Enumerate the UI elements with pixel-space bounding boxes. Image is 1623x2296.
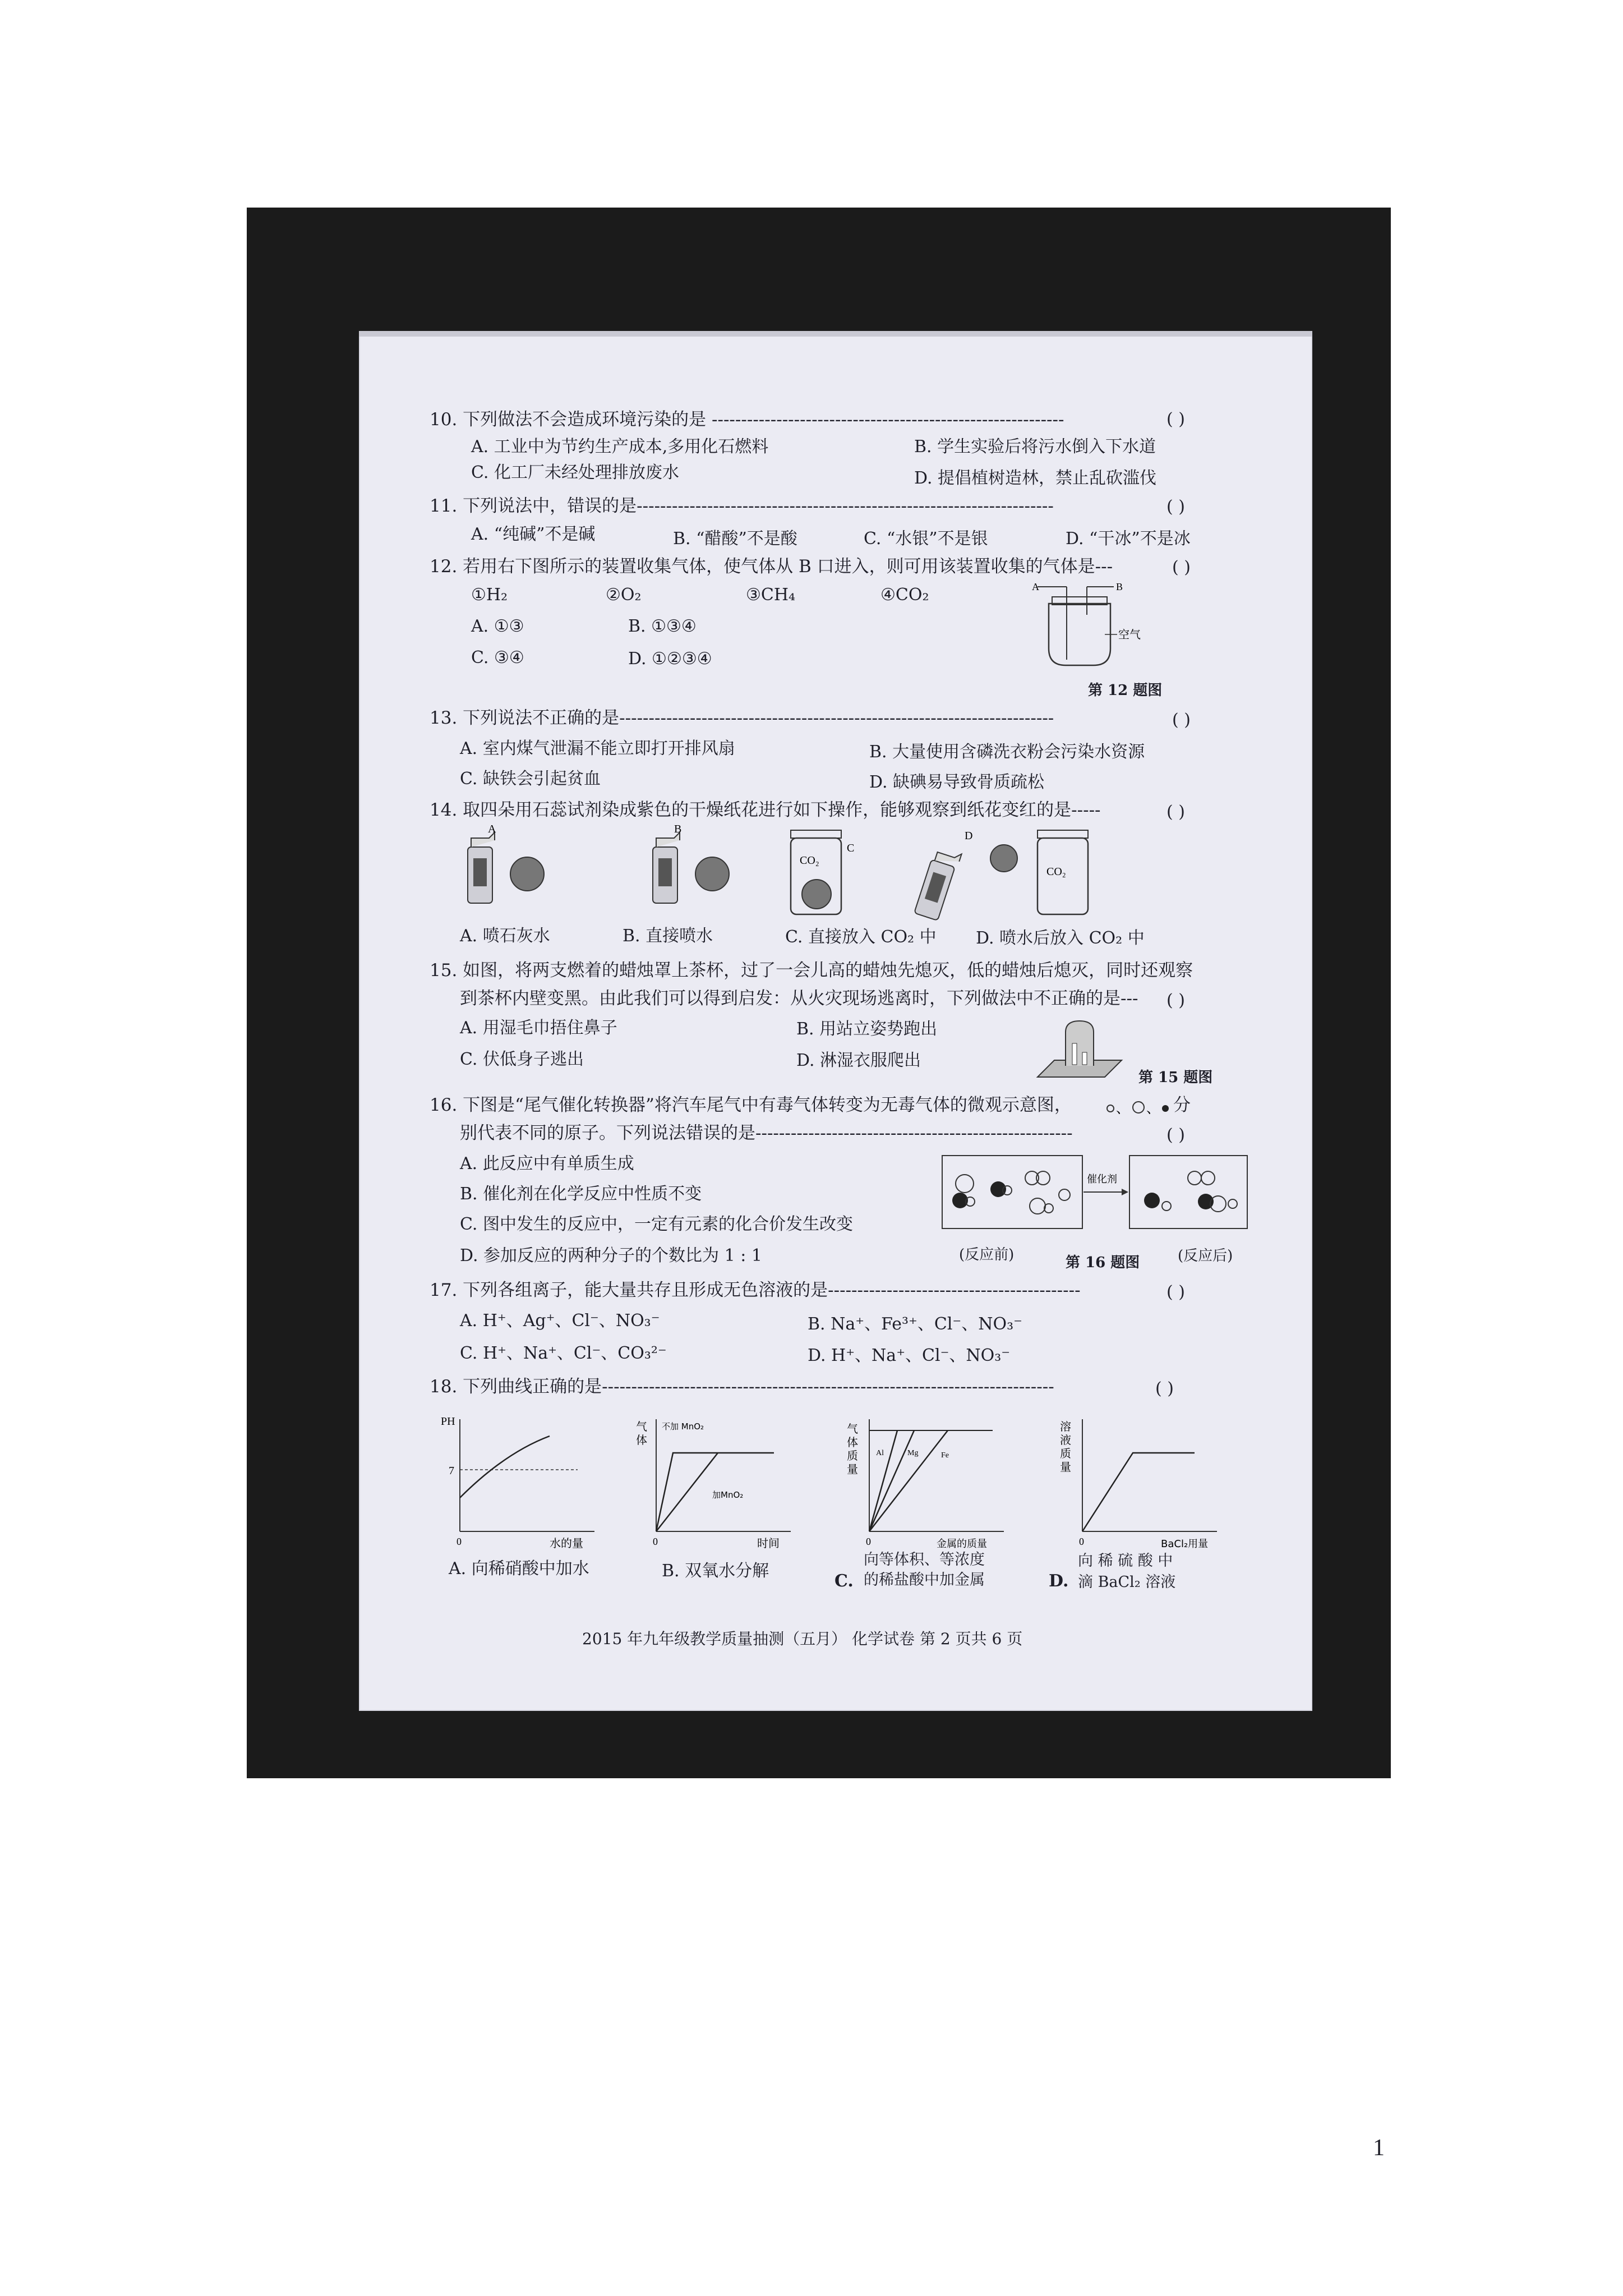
q10-option-a: A. 工业中为节约生产成本,多用化石燃料	[471, 437, 769, 457]
graph-b-origin: 0	[653, 1536, 658, 1547]
q11-bracket: ( )	[1166, 497, 1185, 517]
q16-stem-tail: 分	[1173, 1095, 1191, 1115]
graph-c-label-fe: Fe	[941, 1451, 949, 1460]
graph-c-origin: 0	[866, 1536, 871, 1547]
graph-b-y-label-1: 气	[636, 1420, 647, 1433]
q11-option-c: C. “水银”不是银	[864, 529, 988, 549]
q15-option-c: C. 伏低身子逃出	[460, 1050, 584, 1069]
svg-text:、: 、	[1116, 1101, 1129, 1116]
graph-a-origin: 0	[457, 1536, 462, 1547]
graph-a-ph-vs-water	[437, 1408, 606, 1554]
paper-flower-icon	[510, 857, 544, 891]
q14-label-a: A	[488, 823, 496, 835]
q18-bracket: ( )	[1155, 1379, 1174, 1398]
q11-option-d: D. “干冰”不是冰	[1066, 529, 1191, 549]
q11-option-a: A. “纯碱”不是碱	[471, 524, 596, 544]
q17-stem: 17. 下列各组离子，能大量共存且形成无色溶液的是-------------------------------------------	[430, 1280, 1081, 1300]
page-number: 1	[1373, 2135, 1385, 2161]
q14-label-d: D	[965, 830, 973, 842]
q14-co2-label: CO₂	[800, 854, 819, 867]
q12-gas-2: ②O₂	[606, 585, 642, 605]
q18-option-a: A. 向稀硝酸中加水	[449, 1559, 589, 1579]
q16-caption: 第 16 题图	[1066, 1254, 1140, 1271]
q18-option-c-line-1: 向等体积、等浓度	[864, 1551, 985, 1568]
graph-d-y-label-1: 溶	[1060, 1420, 1071, 1433]
q16-after-label: (反应后)	[1178, 1248, 1233, 1264]
graph-d-origin: 0	[1079, 1536, 1084, 1547]
q11-stem: 11. 下列说法中，错误的是-----------------------------------------------------------------------	[430, 496, 1054, 516]
q12-air-label: 空气	[1118, 628, 1141, 641]
q10-stem: 10. 下列做法不会造成环境污染的是 ------------------------------------------------------------	[430, 409, 1064, 430]
q18-option-d-line-1: 向 稀 硫 酸 中	[1078, 1552, 1173, 1570]
q16-stem-line-2: 别代表不同的原子。下列说法错误的是------------------------------------------------------	[460, 1123, 1073, 1143]
q12-bracket: ( )	[1172, 558, 1191, 577]
paper-flower-icon	[695, 857, 729, 891]
q14-co2-label-d: CO₂	[1046, 866, 1066, 878]
q15-bracket: ( )	[1166, 991, 1185, 1010]
q12-option-a: A. ①③	[471, 616, 524, 636]
graph-c-y-label-1: 气	[847, 1422, 858, 1435]
q17-bracket: ( )	[1166, 1282, 1185, 1302]
q18-stem: 18. 下列曲线正确的是-----------------------------------------------------------------------------	[430, 1377, 1054, 1397]
q16-stem-line-1: 16. 下图是“尾气催化转换器”将汽车尾气中有毒气体转变为无毒气体的微观示意图，	[430, 1095, 1072, 1115]
q18-option-b: B. 双氧水分解	[662, 1561, 769, 1581]
q10-option-b: B. 学生实验后将污水倒入下水道	[914, 437, 1156, 457]
q14-experiment-figures	[460, 825, 1200, 920]
graph-c-x-label: 金属的质量	[937, 1538, 987, 1550]
svg-text:、: 、	[1146, 1101, 1160, 1116]
q12-gas-3: ③CH₄	[746, 585, 796, 605]
catalyst-label: 催化剂	[1087, 1174, 1117, 1185]
q13-option-a: A. 室内煤气泄漏不能立即打开排风扇	[460, 739, 735, 758]
q15-option-d: D. 淋湿衣服爬出	[796, 1051, 921, 1070]
q10-option-d: D. 提倡植树造林，禁止乱砍滥伐	[914, 468, 1157, 488]
q13-option-d: D. 缺碘易导致骨质疏松	[869, 772, 1045, 792]
atom-symbols	[1105, 1098, 1172, 1116]
q15-stem-line-1: 15. 如图，将两支燃着的蜡烛罩上茶杯，过了一会儿高的蜡烛先熄灭，低的蜡烛后熄灭，同时还观察	[430, 960, 1193, 981]
q16-option-d: D. 参加反应的两种分子的个数比为 1 : 1	[460, 1246, 762, 1266]
q12-label-b: B	[1116, 581, 1123, 592]
q12-option-b: B. ①③④	[628, 616, 697, 636]
q14-label-b: B	[674, 823, 682, 835]
q14-option-a: A. 喷石灰水	[460, 926, 550, 946]
graph-b-gas-vs-time	[634, 1408, 802, 1554]
q13-stem: 13. 下列说法不正确的是--------------------------------------------------------------------------	[430, 708, 1054, 728]
q15-option-a: A. 用湿毛巾捂住鼻子	[460, 1018, 617, 1038]
graph-c-gas-vs-metal	[836, 1408, 1015, 1554]
graph-a-y-label: PH	[441, 1415, 455, 1428]
candle-cup-figure	[1032, 1015, 1127, 1083]
q10-bracket: ( )	[1166, 409, 1185, 429]
graph-c-label-mg: Mg	[907, 1449, 919, 1457]
graph-d-y-label-4: 量	[1060, 1460, 1071, 1474]
graph-d-solution-mass-vs-bacl2	[1049, 1408, 1228, 1554]
q17-option-d: D. H⁺、Na⁺、Cl⁻、NO₃⁻	[808, 1346, 1011, 1365]
q18-option-d-letter: D.	[1049, 1571, 1069, 1591]
q14-option-c: C. 直接放入 CO₂ 中	[785, 927, 937, 947]
reaction-microscopic-figure	[937, 1150, 1251, 1240]
graph-b-legend-no-catalyst: 不加 MnO₂	[662, 1421, 704, 1432]
exam-footer: 2015 年九年级教学质量抽测（五月） 化学试卷 第 2 页共 6 页	[582, 1630, 1023, 1648]
graph-b-legend-catalyst: 加MnO₂	[712, 1490, 744, 1500]
paper-flower-icon	[990, 845, 1017, 872]
q15-stem-line-2: 到茶杯内壁变黑。由此我们可以得到启发：从火灾现场逃离时，下列做法中不正确的是---	[460, 988, 1138, 1009]
q14-stem: 14. 取四朵用石蕊试剂染成紫色的干燥纸花进行如下操作，能够观察到纸花变红的是-----	[430, 800, 1101, 820]
q16-bracket: ( )	[1166, 1125, 1185, 1145]
q11-option-b: B. “醋酸”不是酸	[673, 529, 797, 549]
spray-bottle-icon	[468, 832, 495, 903]
spray-bottle-icon	[653, 832, 680, 903]
q14-option-b: B. 直接喷水	[623, 926, 713, 946]
q16-before-label: (反应前)	[959, 1246, 1015, 1263]
graph-d-y-label-2: 液	[1060, 1433, 1071, 1447]
q18-option-c-line-2: 的稀盐酸中加金属	[864, 1571, 985, 1589]
graph-b-y-label-2: 体	[636, 1433, 647, 1447]
q12-gas-4: ④CO₂	[880, 585, 929, 605]
q13-option-b: B. 大量使用含磷洗衣粉会污染水资源	[869, 742, 1145, 762]
q13-option-c: C. 缺铁会引起贫血	[460, 769, 601, 789]
q16-option-a: A. 此反应中有单质生成	[460, 1154, 634, 1174]
q16-option-b: B. 催化剂在化学反应中性质不变	[460, 1184, 702, 1204]
paper-fold	[359, 331, 1312, 337]
graph-b-x-label: 时间	[757, 1536, 780, 1550]
graph-c-y-label-3: 质	[847, 1449, 858, 1462]
q14-label-c: C	[847, 842, 855, 854]
q16-option-c: C. 图中发生的反应中，一定有元素的化合价发生改变	[460, 1214, 853, 1234]
graph-c-label-al: Al	[876, 1449, 884, 1457]
q12-caption: 第 12 题图	[1088, 682, 1163, 699]
graph-d-x-label: BaCl₂用量	[1161, 1538, 1209, 1550]
q12-gas-1: ①H₂	[471, 585, 508, 605]
q14-option-d: D. 喷水后放入 CO₂ 中	[976, 928, 1145, 948]
q18-option-d-line-2: 滴 BaCl₂ 溶液	[1078, 1573, 1176, 1591]
graph-c-y-label-2: 体	[847, 1435, 858, 1449]
exam-paper	[359, 331, 1312, 1711]
q12-option-d: D. ①②③④	[628, 649, 712, 669]
q17-option-c: C. H⁺、Na⁺、Cl⁻、CO₃²⁻	[460, 1343, 667, 1363]
spray-bottle-icon	[914, 846, 962, 922]
q15-option-b: B. 用站立姿势跑出	[796, 1019, 938, 1039]
paper-flower-icon	[802, 880, 831, 909]
q12-label-a: A	[1032, 581, 1039, 592]
q13-bracket: ( )	[1172, 710, 1191, 730]
graph-a-x-label: 水的量	[550, 1536, 583, 1550]
q10-option-c: C. 化工厂未经处理排放废水	[471, 463, 679, 482]
graph-c-y-label-4: 量	[847, 1462, 858, 1476]
q18-option-c-letter: C.	[834, 1571, 854, 1591]
graph-d-y-label-3: 质	[1060, 1447, 1071, 1460]
graph-a-tick-7: 7	[449, 1465, 454, 1477]
q12-stem: 12. 若用右下图所示的装置收集气体，使气体从 B 口进入，则可用该装置收集的气体是---	[430, 556, 1113, 577]
gas-collection-bottle-figure	[1015, 581, 1141, 677]
q12-option-c: C. ③④	[471, 648, 524, 668]
q14-bracket: ( )	[1166, 802, 1185, 822]
q17-option-b: B. Na⁺、Fe³⁺、Cl⁻、NO₃⁻	[808, 1314, 1022, 1334]
q17-option-a: A. H⁺、Ag⁺、Cl⁻、NO₃⁻	[460, 1311, 660, 1331]
q15-caption: 第 15 题图	[1138, 1069, 1213, 1086]
